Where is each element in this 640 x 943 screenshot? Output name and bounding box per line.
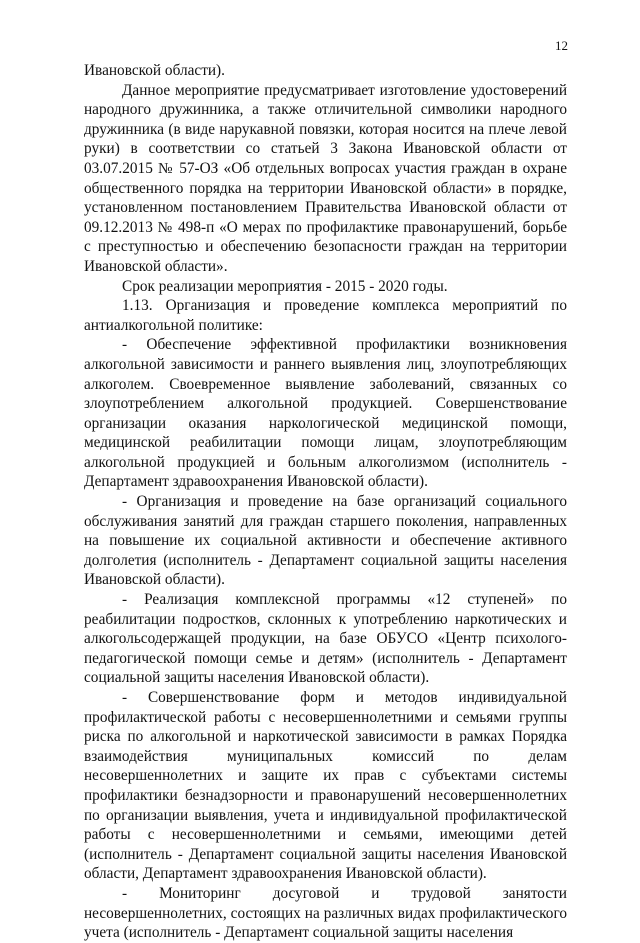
list-item-minors-prevention: - Совершенствование форм и методов индивидуальной профилактической работы с несовершеннолетними и семьями группы риска по алкогольной и наркотической зависимости в рамках Порядка взаимодействия муниципальных комиссий по делам несовершеннолетних и защите их прав с субъектами системы профилактики безнадзорности и правонарушений несовершеннолетних по организации выявления, учета и индивидуальной профилактической работы с несовершеннолетними и семьями, имеющими детей (исполнитель - Департамент социальной защиты населения Ивановской области, Департамент здравоохранения Ивановской области). [84, 689, 567, 883]
page-number: 12 [555, 38, 568, 53]
paragraph-section-1-13: 1.13. Организация и проведение комплекса мероприятий по антиалкогольной политике: [84, 297, 567, 334]
list-item-alcohol-prevention: - Обеспечение эффективной профилактики возникновения алкогольной зависимости и раннего выявления лиц, злоупотребляющих алкоголем. Своевременное выявление заболеваний, связанных со злоупотреблением алкогольной продукцией. Совершенствование организации оказания наркологической медицинской помощи, медицинской реабилитации помощи лицам, злоупотребляющим алкогольной продукцией и больным алкоголизмом (исполнитель - Департамент здравоохранения Ивановской области). [84, 336, 567, 491]
list-item-12-steps-program: - Реализация комплексной программы «12 ступеней» по реабилитации подростков, склонных к употреблению наркотических и алкогольсодержащей продукции, на базе ОБУСО «Центр психолого-педагогической помощи семье и детям» (исполнитель - Департамент социальной защиты населения Ивановской области). [84, 591, 567, 687]
list-item-senior-activities: - Организация и проведение на базе организаций социального обслуживания занятий для граждан старшего поколения, направленных на повышение их социальной активности и обеспечение активного долголетия (исполнитель - Департамент социальной защиты населения Ивановской области). [84, 493, 567, 589]
document-body [84, 61, 567, 943]
paragraph-implementation-period: Срок реализации мероприятия - 2015 - 2020 годы. [122, 277, 448, 295]
paragraph-continuation: Ивановской области). [84, 62, 225, 79]
list-item-leisure-monitoring: - Мониторинг досуговой и трудовой занятости несовершеннолетних, состоящих на различных видах профилактического учета (исполнитель - Департамент социальной защиты населения [84, 884, 567, 942]
paragraph-certificates: Данное мероприятие предусматривает изготовление удостоверений народного дружинника, а также отличительной символики народного дружинника (в виде нарукавной повязки, которая носится на плече левой руки) в соответствии со статьей 3 Закона Ивановской области от 03.07.2015 № 57-ОЗ «Об отдельных вопросах участия граждан в охране общественного порядка на территории Ивановской области» в порядке, установленном постановлением Правительства Ивановской области от 09.12.2013 № 498-п «О мерах по профилактике правонарушений, борьбе с преступностью и обеспечению безопасности граждан на территории Ивановской области». [84, 81, 567, 275]
